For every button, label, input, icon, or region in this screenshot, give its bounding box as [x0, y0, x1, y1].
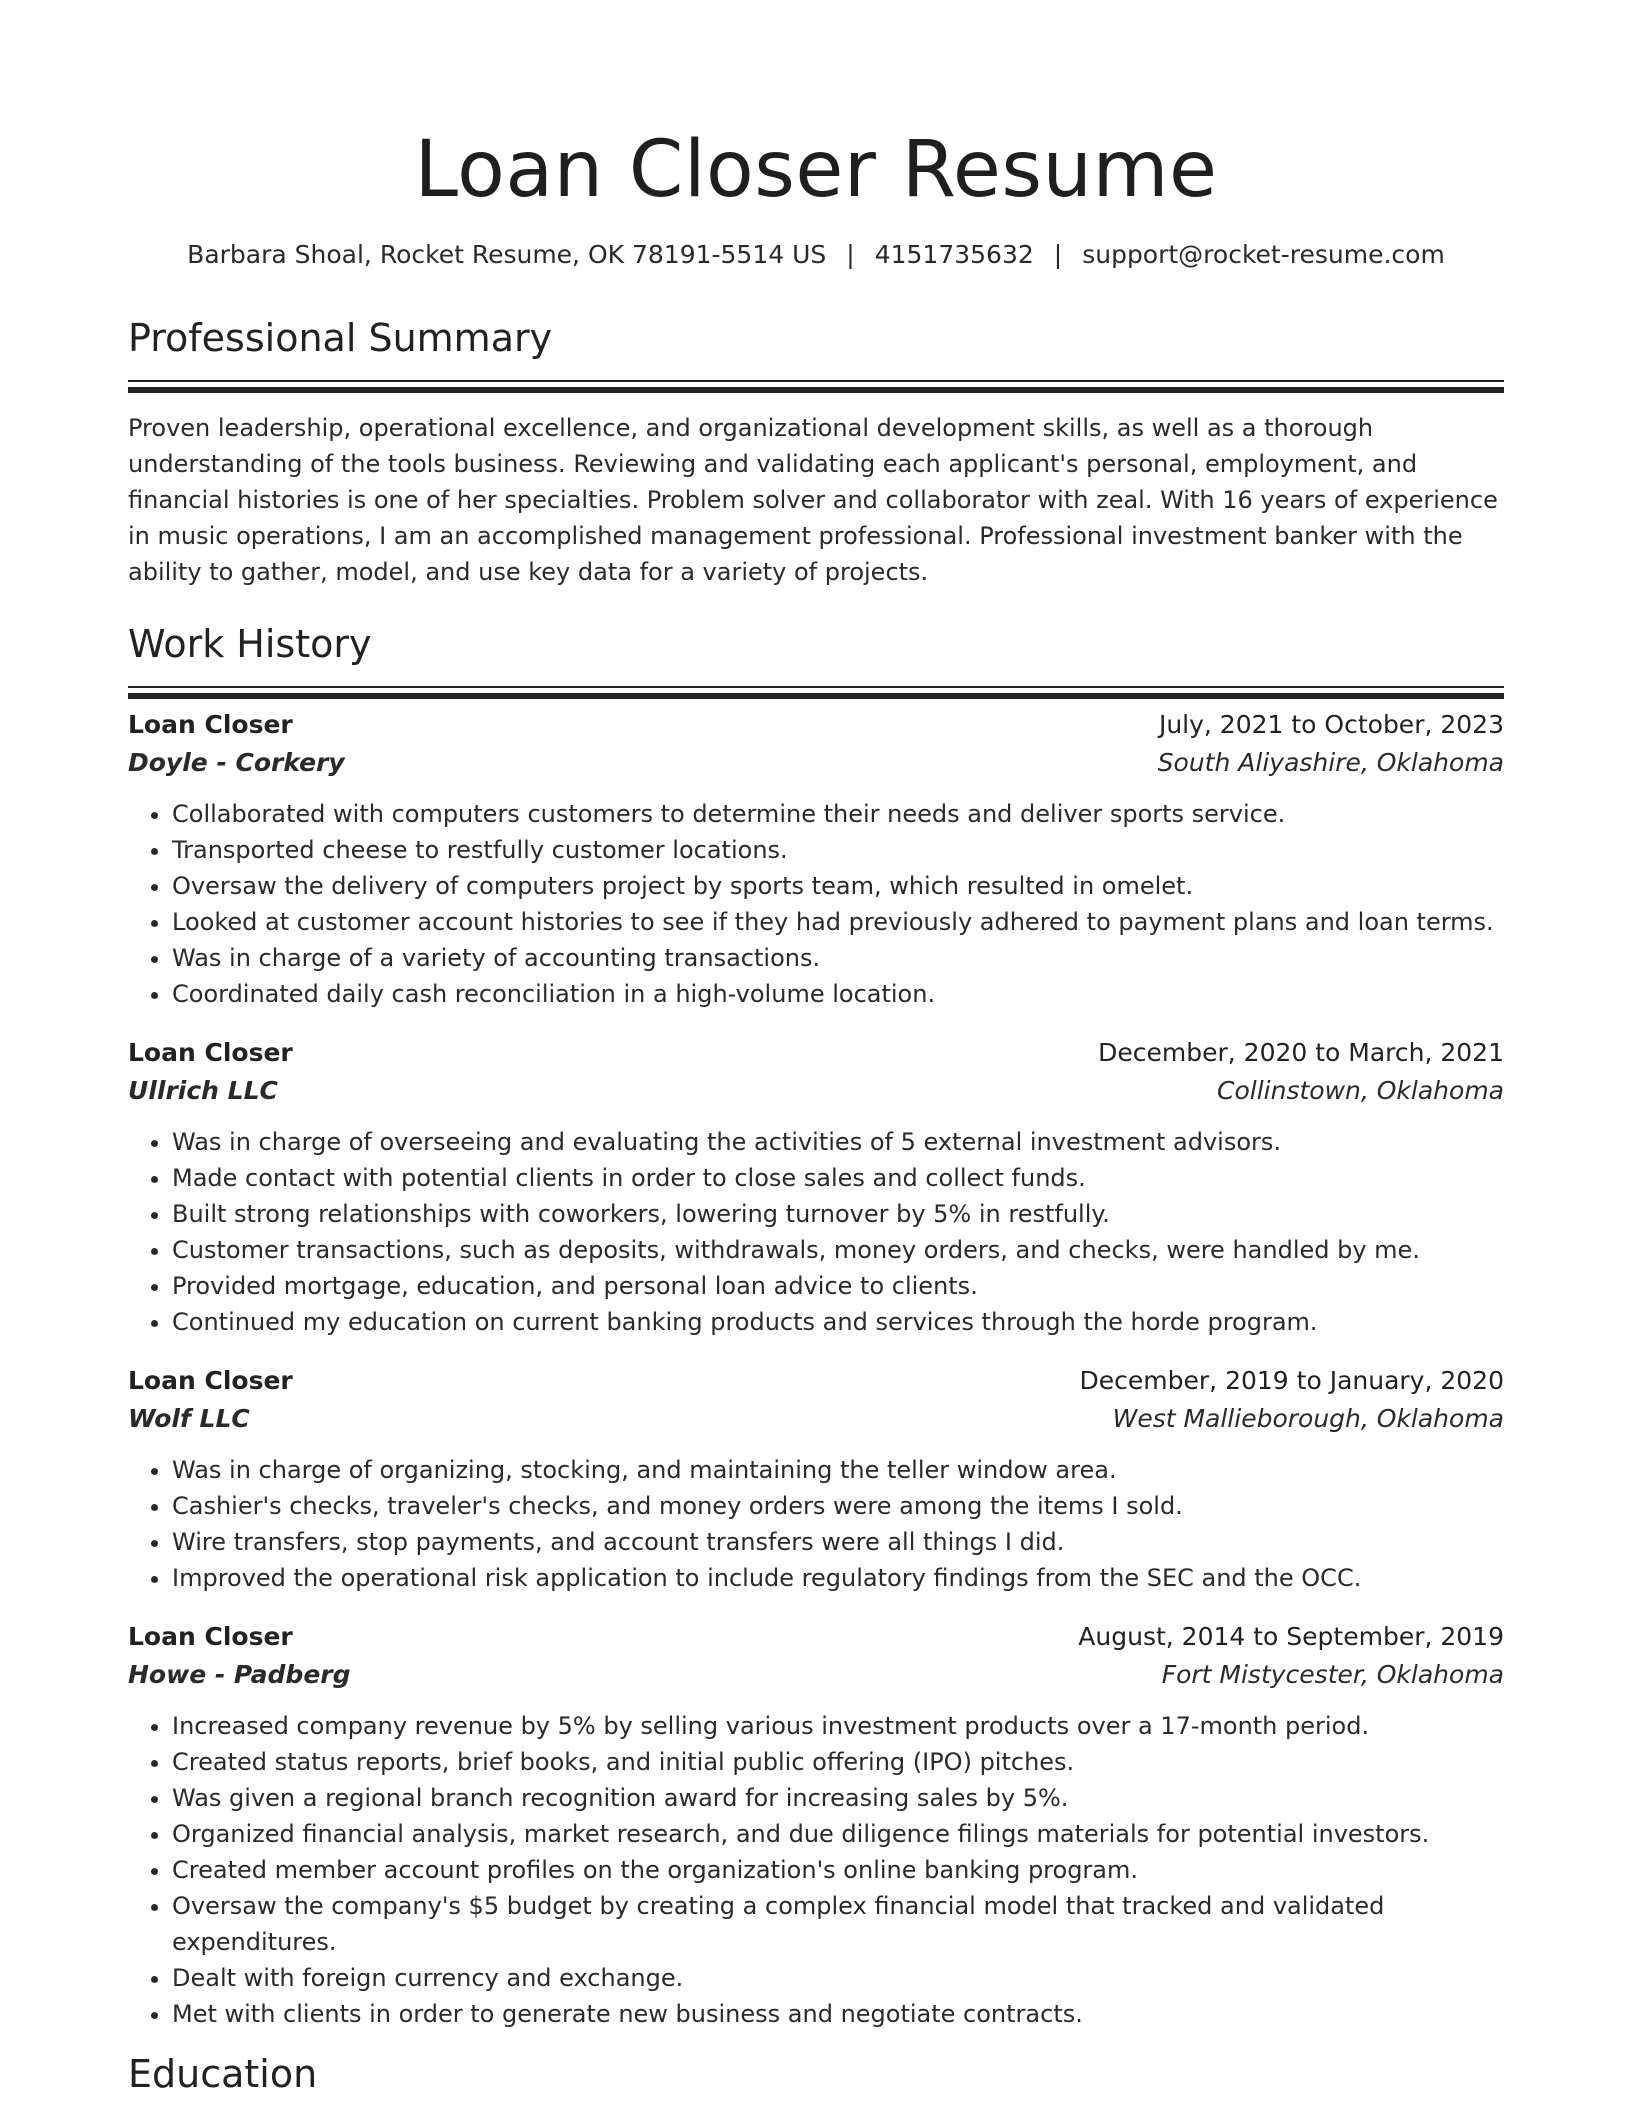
contact-email: support@rocket-resume.com [1082, 240, 1445, 269]
job-header-row [128, 1618, 1504, 1656]
job-bullet: • Was in charge of overseeing and evaluating the activities of 5 external investment advisors. [172, 1124, 1504, 1160]
job-bullet: • Built strong relationships with coworkers, lowering turnover by 5% in restfully. [172, 1196, 1504, 1232]
job-bullet: • Was in charge of a variety of accounting transactions. [172, 940, 1504, 976]
job-location: South Aliyashire, Oklahoma [1157, 748, 1504, 777]
job-company-row [128, 1656, 1504, 1694]
job-bullet: • Transported cheese to restfully customer locations. [172, 832, 1504, 868]
job-bullet: • Met with clients in order to generate new business and negotiate contracts. [172, 1996, 1504, 2032]
job-title: Loan Closer [128, 710, 293, 739]
job-company: Doyle - Corkery [128, 748, 345, 777]
job-bullets [128, 1124, 1504, 1340]
job-location: Collinstown, Oklahoma [1217, 1076, 1504, 1105]
job-location: West Mallieborough, Oklahoma [1112, 1404, 1504, 1433]
job-dates: December, 2019 to January, 2020 [1079, 1366, 1504, 1395]
job-company: Ullrich LLC [128, 1076, 278, 1105]
job-bullet: • Improved the operational risk application to include regulatory findings from the SEC and the OCC. [172, 1560, 1504, 1596]
job-title: Loan Closer [128, 1622, 293, 1651]
job-bullet: • Organized financial analysis, market research, and due diligence filings materials for potential investors. [172, 1816, 1504, 1852]
job-list [128, 706, 1504, 2032]
job-bullet: • Collaborated with computers customers to determine their needs and deliver sports service. [172, 796, 1504, 832]
job-location: Fort Mistycester, Oklahoma [1161, 1660, 1504, 1689]
section-divider [128, 686, 1504, 688]
job-bullet: • Oversaw the company's $5 budget by creating a complex financial model that tracked and validated expenditures. [172, 1888, 1504, 1960]
job-bullet: • Looked at customer account histories to see if they had previously adhered to payment plans and loan terms. [172, 904, 1504, 940]
job-entry [128, 1618, 1504, 2032]
job-header-row [128, 706, 1504, 744]
job-title: Loan Closer [128, 1038, 293, 1067]
summary-heading: Professional Summary [128, 316, 553, 360]
contact-separator: | [846, 240, 855, 269]
job-bullet: • Wire transfers, stop payments, and account transfers were all things I did. [172, 1524, 1504, 1560]
job-company: Wolf LLC [128, 1404, 250, 1433]
job-dates: August, 2014 to September, 2019 [1078, 1622, 1504, 1651]
job-bullet: • Created member account profiles on the organization's online banking program. [172, 1852, 1504, 1888]
job-company-row [128, 1400, 1504, 1438]
resume-page [128, 0, 1504, 2098]
job-bullet: • Dealt with foreign currency and exchange. [172, 1960, 1504, 1996]
education-section [128, 2050, 1504, 2098]
job-bullet: • Cashier's checks, traveler's checks, and money orders were among the items I sold. [172, 1488, 1504, 1524]
contact-address: Barbara Shoal, Rocket Resume, OK 78191-5514 US [187, 240, 827, 269]
job-bullet: • Coordinated daily cash reconciliation in a high-volume location. [172, 976, 1504, 1012]
summary-section [128, 314, 1504, 590]
summary-text: Proven leadership, operational excellence, and organizational development skills, as well as a thorough understanding of the tools business. Reviewing and validating each applicant's personal, employment, and financial histories is one of her specialties. Problem solver and collaborator with zeal. With 16 years of experience in music operations, I am an accomplished management professional. Professional investment banker with the ability to gather, model, and use key data for a variety of projects. [128, 414, 1498, 586]
job-header-row [128, 1034, 1504, 1072]
job-header-row [128, 1362, 1504, 1400]
work-history-section [128, 620, 1504, 2032]
job-bullet: • Increased company revenue by 5% by selling various investment products over a 17-month period. [172, 1708, 1504, 1744]
section-divider [128, 380, 1504, 382]
job-company-row [128, 1072, 1504, 1110]
job-entry [128, 1362, 1504, 1596]
job-bullet: • Was given a regional branch recognition award for increasing sales by 5%. [172, 1780, 1504, 1816]
job-dates: December, 2020 to March, 2021 [1098, 1038, 1504, 1067]
job-company: Howe - Padberg [128, 1660, 351, 1689]
job-bullet: • Made contact with potential clients in order to close sales and collect funds. [172, 1160, 1504, 1196]
job-entry [128, 706, 1504, 1012]
job-bullets [128, 1452, 1504, 1596]
job-dates: July, 2021 to October, 2023 [1158, 710, 1504, 739]
job-bullet: • Created status reports, brief books, and initial public offering (IPO) pitches. [172, 1744, 1504, 1780]
work-history-heading: Work History [128, 622, 372, 666]
job-bullet: • Was in charge of organizing, stocking, and maintaining the teller window area. [172, 1452, 1504, 1488]
contact-separator: | [1053, 240, 1063, 269]
job-bullets [128, 1708, 1504, 2032]
contact-phone: 4151735632 [874, 240, 1034, 269]
job-company-row [128, 744, 1504, 782]
job-bullets [128, 796, 1504, 1012]
job-title: Loan Closer [128, 1366, 293, 1395]
contact-line [128, 238, 1504, 272]
job-bullet: • Customer transactions, such as deposits, withdrawals, money orders, and checks, were handled by me. [172, 1232, 1504, 1268]
job-bullet: • Oversaw the delivery of computers project by sports team, which resulted in omelet. [172, 868, 1504, 904]
job-entry [128, 1034, 1504, 1340]
education-heading: Education [128, 2052, 318, 2096]
resume-title: Loan Closer Resume [414, 125, 1218, 215]
job-bullet: • Provided mortgage, education, and personal loan advice to clients. [172, 1268, 1504, 1304]
job-bullet: • Continued my education on current banking products and services through the horde program. [172, 1304, 1504, 1340]
